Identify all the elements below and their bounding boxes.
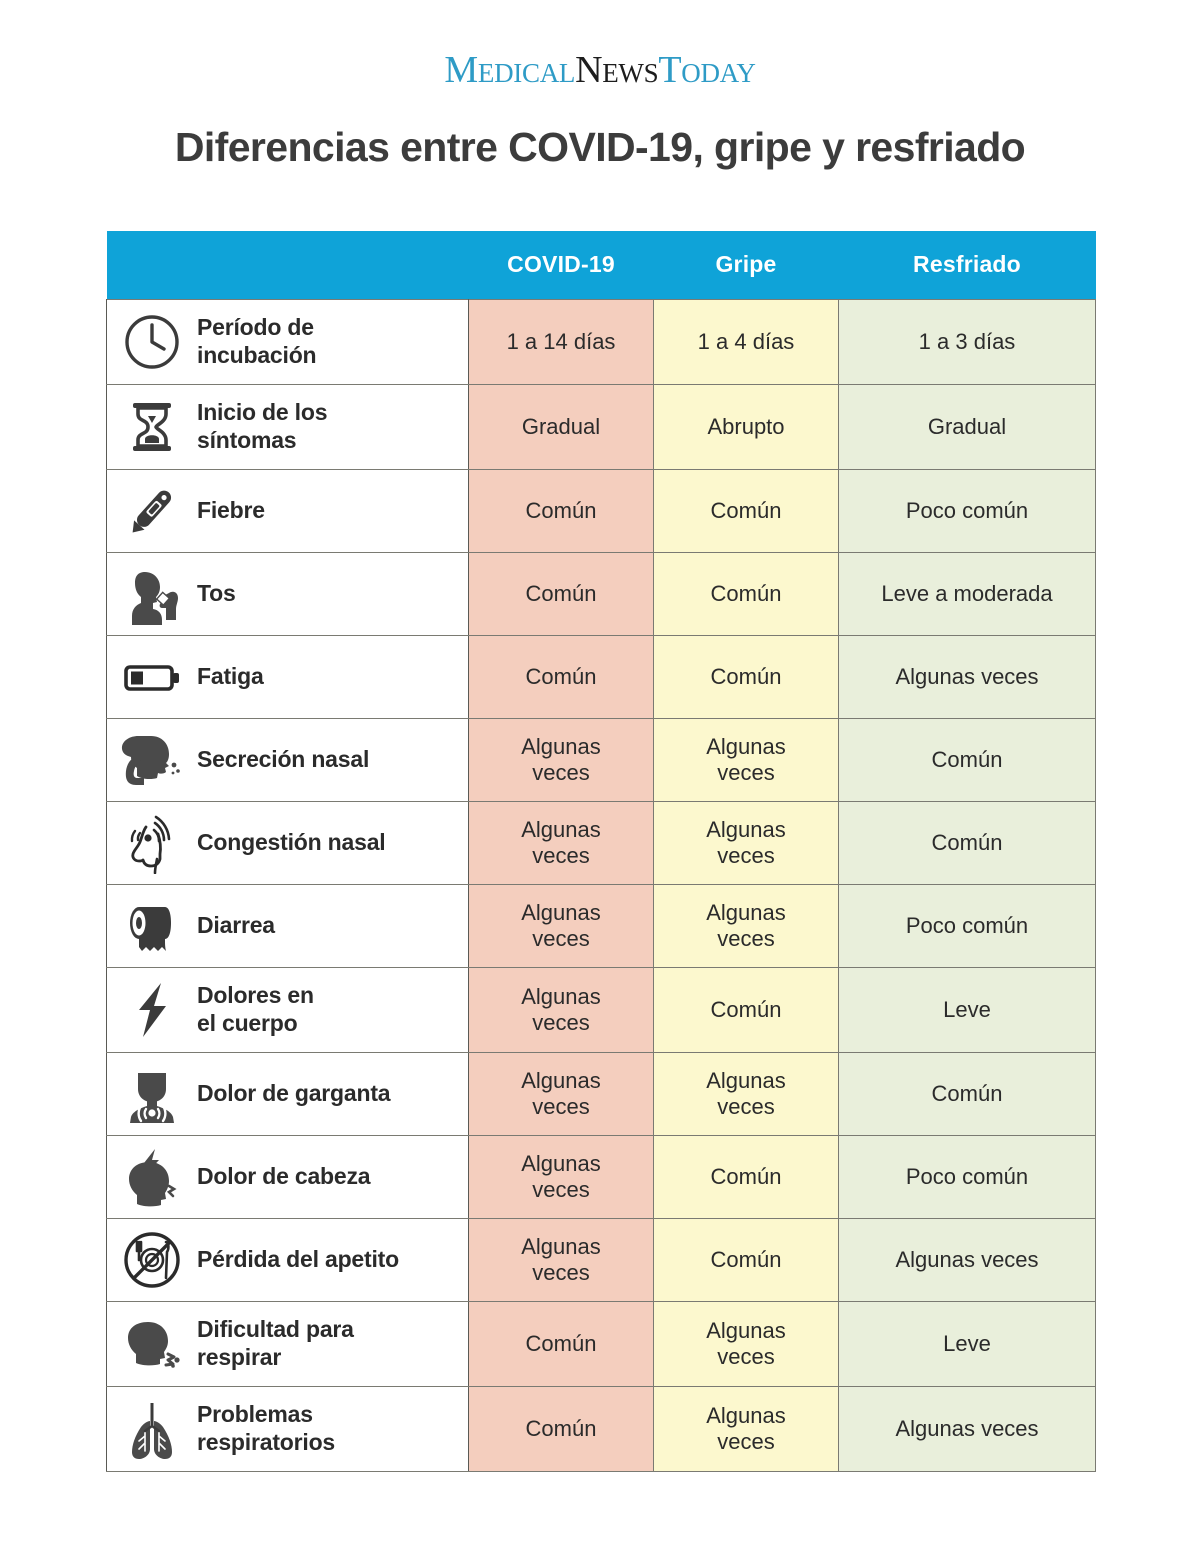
symptom-label-text: Tos [197,579,236,606]
table-row [107,967,1096,1052]
cell-covid: 1 a 14 días [469,299,654,384]
logo-text-today: Today [658,49,756,91]
symptom-label-cell [107,552,469,635]
table-row [107,384,1096,469]
table-row [107,1218,1096,1301]
symptom-label-text: Problemas respiratorios [197,1401,336,1455]
header-cell-covid: COVID-19 [507,251,615,278]
thermometer-icon [121,480,183,542]
symptom-label-text: Dificultad para respirar [197,1316,354,1370]
cell-covid: Algunas veces [469,1135,654,1218]
cell-flu: Común [654,967,839,1052]
table-header [107,231,1096,299]
symptom-label-cell [107,299,469,384]
header-cell-cold: Resfriado [913,251,1021,278]
symptom-label-cell [107,884,469,967]
cell-flu: Algunas veces [654,884,839,967]
cell-covid: Algunas veces [469,1218,654,1301]
table-row [107,635,1096,718]
symptom-label-cell [107,718,469,801]
symptom-label-text: Fatiga [197,662,264,689]
cell-cold: 1 a 3 días [839,299,1096,384]
cell-cold: Poco común [839,884,1096,967]
cell-cold: Poco común [839,469,1096,552]
cell-cold: Común [839,801,1096,884]
symptom-label-cell [107,1301,469,1386]
table-header-row [107,231,1096,299]
nasal-congestion-icon [121,812,183,874]
cell-covid: Algunas veces [469,1052,654,1135]
cell-covid: Algunas veces [469,718,654,801]
cell-cold: Leve [839,1301,1096,1386]
cell-covid: Común [469,1386,654,1471]
symptom-label-text: Inicio de los síntomas [197,399,328,453]
cell-flu: Algunas veces [654,1052,839,1135]
cell-flu: Algunas veces [654,1301,839,1386]
table-row [107,552,1096,635]
table-row [107,884,1096,967]
table-body [107,299,1096,1471]
lungs-icon [121,1398,183,1460]
symptom-label-cell [107,384,469,469]
cell-flu: Abrupto [654,384,839,469]
logo-text-news: News [575,49,659,91]
table-row [107,1052,1096,1135]
cell-covid: Algunas veces [469,884,654,967]
toilet-paper-icon [121,895,183,957]
cell-covid: Algunas veces [469,801,654,884]
symptom-label-cell [107,635,469,718]
symptom-label-text: Secreción nasal [197,745,370,772]
low-battery-icon [121,646,183,708]
sore-throat-icon [121,1063,183,1125]
table-row [107,1301,1096,1386]
cell-cold: Algunas veces [839,635,1096,718]
symptom-label-cell [107,1218,469,1301]
symptom-label-text: Fiebre [197,496,265,523]
cell-cold: Leve a moderada [839,552,1096,635]
table-row [107,469,1096,552]
coughing-person-icon [121,563,183,625]
symptom-label-cell [107,469,469,552]
cell-covid: Común [469,552,654,635]
symptom-label-cell [107,1052,469,1135]
medical-news-today-logo [444,48,755,92]
brand-header [0,0,1200,92]
cell-cold: Algunas veces [839,1386,1096,1471]
cell-flu: Común [654,1135,839,1218]
hourglass-icon [121,396,183,458]
runny-nose-icon [121,729,183,791]
header-cell-flu: Gripe [715,251,777,278]
cell-flu: Algunas veces [654,801,839,884]
symptom-label-text: Dolores en el cuerpo [197,982,314,1036]
logo-text-medical: Medical [444,49,576,91]
cell-cold: Algunas veces [839,1218,1096,1301]
cell-cold: Común [839,718,1096,801]
symptom-label-cell [107,1135,469,1218]
no-appetite-icon [121,1229,183,1291]
symptom-label-cell [107,1386,469,1471]
page-title: Diferencias entre COVID-19, gripe y resfriado [174,124,1026,170]
lightning-bolt-icon [121,979,183,1041]
symptom-label-text: Congestión nasal [197,828,386,855]
symptom-label-text: Dolor de garganta [197,1079,391,1106]
cell-flu: Algunas veces [654,1386,839,1471]
cell-flu: Común [654,635,839,718]
table-row [107,299,1096,384]
clock-icon [121,311,183,373]
cell-flu: 1 a 4 días [654,299,839,384]
table-row [107,1135,1096,1218]
symptom-label-cell [107,967,469,1052]
symptom-label-text: Diarrea [197,911,275,938]
symptom-label-cell [107,801,469,884]
comparison-table-container [106,231,1095,1472]
table-row [107,801,1096,884]
cell-cold: Gradual [839,384,1096,469]
cell-flu: Común [654,552,839,635]
breathing-difficulty-icon [121,1313,183,1375]
cell-flu: Común [654,469,839,552]
headache-icon [121,1146,183,1208]
cell-covid: Gradual [469,384,654,469]
cell-flu: Algunas veces [654,718,839,801]
comparison-table [106,231,1096,1472]
cell-cold: Poco común [839,1135,1096,1218]
symptom-label-text: Pérdida del apetito [197,1245,399,1272]
symptom-label-text: Período de incubación [197,314,317,368]
table-row [107,1386,1096,1471]
table-row [107,718,1096,801]
symptom-label-text: Dolor de cabeza [197,1162,371,1189]
cell-covid: Común [469,1301,654,1386]
cell-covid: Común [469,635,654,718]
cell-covid: Algunas veces [469,967,654,1052]
cell-covid: Común [469,469,654,552]
header-cell-symptom [107,231,469,299]
cell-cold: Común [839,1052,1096,1135]
cell-cold: Leve [839,967,1096,1052]
cell-flu: Común [654,1218,839,1301]
